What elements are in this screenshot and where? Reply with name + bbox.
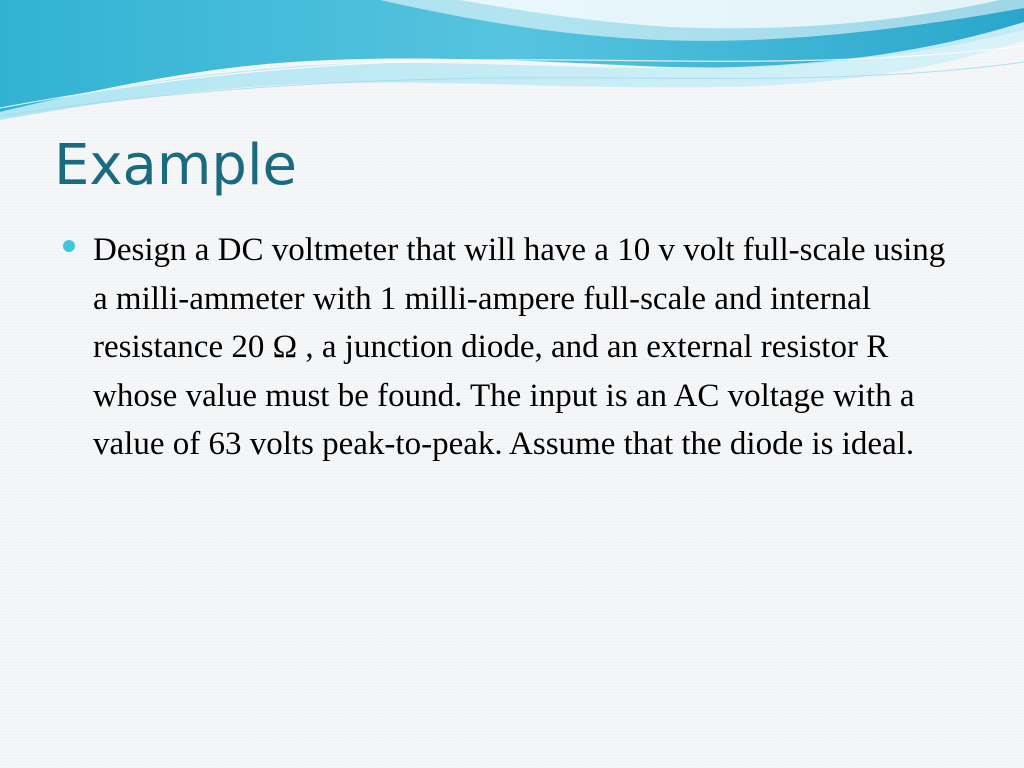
slide-title: Example xyxy=(54,133,297,198)
bullet-text: Design a DC voltmeter that will have a 10 v volt full-scale using a milli-ammeter with 1 milli-ampere full-scale and internal resistance 20 Ω , a junction diode, and an external resistor R whose value must be found. The input is an AC voltage with a value of 63 volts peak-to-peak. Assume that the diode is ideal. xyxy=(93,232,946,462)
slide-body xyxy=(62,226,962,469)
bullet-item xyxy=(62,226,962,469)
wave-banner-decoration xyxy=(0,0,1024,130)
bullet-dot-icon xyxy=(63,240,75,252)
